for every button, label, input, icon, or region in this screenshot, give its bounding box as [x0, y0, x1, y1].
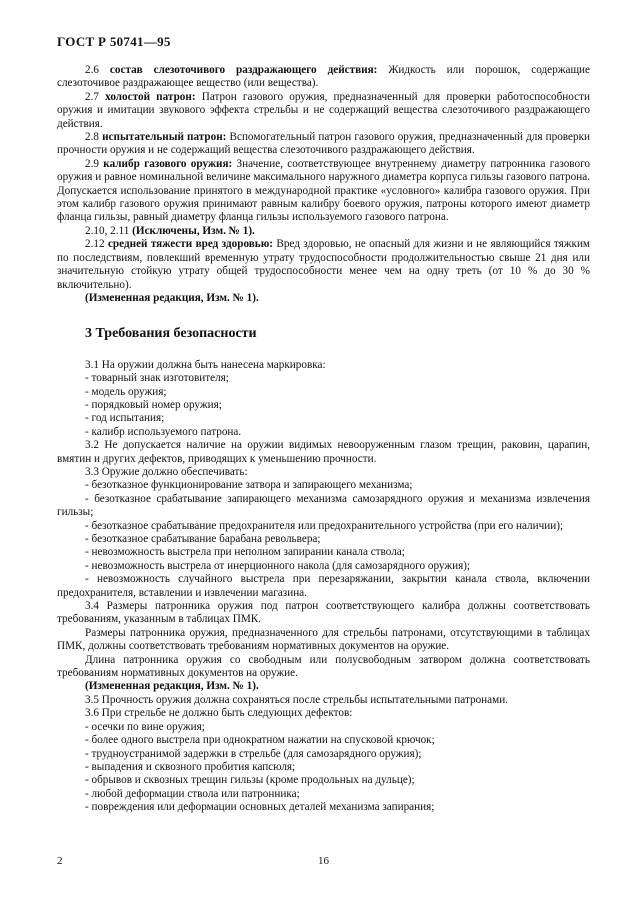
clause-2-12: [57, 238, 590, 292]
clause-text: Жидкость или порошок, содержащие слезоточивое раздражающее вещество (или вещества).: [57, 64, 591, 90]
clause-number: 2.9: [85, 157, 99, 170]
clause-number: 2.10, 2.11: [85, 224, 130, 237]
clause-2-9: [57, 158, 590, 225]
clause-text: Значение, соответствующее внутреннему диаметру патронника газового оружия и равное номинальной величине максимального наружного диаметра корпуса гильзы газового патрона. Допускается использование принятого в международной практике «условного» калибра газового оружия. При этом калибр газового оружия принимают равным калибру боевого оружия, патроны которого имеют диаметр фланца гильзы, равный диаметру фланца гильзы используемого газового патрона.: [57, 157, 590, 224]
list-item: - невозможность выстрела при неполном запирании канала ствола;: [85, 546, 405, 559]
list-item: - безотказное функционирование затвора и запирающего механизма;: [85, 479, 413, 492]
list-item: - год испытания;: [85, 412, 165, 425]
clause-text: Патрон газового оружия, предназначенный для проверки работоспособности оружия и имитации звукового эффекта стрельбы и не содержащий вещества слезоточивого раздражающего действия.: [57, 90, 591, 130]
clause-term: испытательный патрон:: [102, 131, 227, 144]
list-item: - товарный знак изготовителя;: [85, 372, 229, 385]
section-3-title: 3 Требования безопасности: [85, 326, 257, 342]
sheet-number: 16: [318, 855, 329, 867]
clause-2-8: [57, 131, 590, 158]
clause-3-3: 3.3 Оружие должно обеспечивать:: [85, 465, 248, 478]
clause-term: холостой патрон:: [105, 90, 196, 103]
list-item: - безотказное срабатывание барабана револьвера;: [85, 533, 321, 545]
amendment-note: (Измененная редакция, Изм. № 1).: [85, 291, 259, 304]
clause-number: 2.12: [85, 238, 105, 251]
clause-note: (Исключены, Изм. № 1).: [132, 224, 255, 237]
list-item: - выпадения и сквозного пробития капсюля;: [85, 760, 296, 773]
document-header: ГОСТ Р 50741—95: [57, 34, 171, 49]
list-item: - обрывов и сквозных трещин гильзы (кроме продольных на дульце);: [85, 774, 415, 787]
list-item: - невозможность случайного выстрела при перезаряжании, закрытии канала ствола, включении предохранителя, вставлении и извлечении магазина.: [57, 573, 590, 599]
list-item: - безотказное срабатывание предохранителя или предохранительного устройства (при его наличии);: [85, 519, 564, 532]
list-item: - более одного выстрела при однократном нажатии на спусковой крючок;: [85, 734, 435, 747]
list-item: - безотказное срабатывание запирающего механизма самозарядного оружия и механизма извлечения гильзы;: [57, 492, 590, 519]
list-item: - порядковый номер оружия;: [85, 398, 222, 411]
list-item: - осечки по вине оружия;: [85, 720, 205, 733]
clause-2-6: [57, 64, 590, 91]
clause-3-4-p2: Размеры патронника оружия, предназначенного для стрельбы патронами, отсутствующими в таблицах ПМК, должны соответствовать требованиям нормативных документов на оружие.: [57, 626, 590, 653]
list-item: - невозможность выстрела от инерционного накола (для самозарядного оружия);: [85, 559, 471, 572]
clause-3-2: 3.2 Не допускается наличие на оружии видимых невооруженным глазом трещин, раковин, царапин, вмятин и других дефектов, приводящих к уменьшению прочности.: [57, 439, 590, 465]
list-item: - калибр используемого патрона.: [85, 425, 242, 438]
clause-3-1: 3.1 На оружии должна быть нанесена маркировка:: [85, 358, 326, 371]
clause-2-10: [57, 225, 590, 238]
amendment-note: (Измененная редакция, Изм. № 1).: [85, 680, 259, 693]
clause-3-5: 3.5 Прочность оружия должна сохраняться после стрельбы испытательными патронами.: [85, 693, 508, 706]
clause-term: состав слезоточивого раздражающего действия:: [109, 64, 378, 76]
list-item: - любой деформации ствола или патронника;: [85, 787, 300, 800]
document-body: [57, 64, 590, 815]
list-item: - повреждения или деформации основных деталей механизма запирания;: [85, 801, 435, 814]
clause-number: 2.6: [85, 64, 99, 76]
clause-term: средней тяжести вред здоровью:: [107, 238, 273, 251]
clause-number: 2.7: [85, 90, 99, 103]
clause-text: Вспомогательный патрон газового оружия, предназначенный для проверки прочности оружия и не содержащий вещества слезоточивого раздражающего действия.: [57, 131, 591, 157]
clause-number: 2.8: [85, 131, 99, 144]
page-number: 2: [57, 855, 63, 867]
clause-3-4-p3: Длина патронника оружия со свободным или полусвободным затвором должна соответствовать требованиям нормативных документов на оружие.: [57, 653, 590, 680]
list-item: - трудноустранимой задержки в стрельбе (для самозарядного оружия);: [85, 747, 422, 760]
clause-term: калибр газового оружия:: [103, 157, 233, 170]
clause-3-4: 3.4 Размеры патронника оружия под патрон соответствующего калибра должны соответствовать требованиям, указанным в таблицах ПМК.: [57, 600, 590, 626]
clause-3-6: 3.6 При стрельбе не должно быть следующих дефектов:: [85, 707, 353, 720]
clause-text: Вред здоровью, не опасный для жизни и не являющийся тяжким по последствиям, повлекший временную утрату трудоспособности продолжительностью свыше 21 дня или значительную стойкую утрату общей трудоспособности менее чем на одну треть (от 10 % до 30 % включительно).: [57, 238, 591, 291]
list-item: - модель оружия;: [85, 385, 167, 398]
clause-2-7: [57, 91, 590, 131]
